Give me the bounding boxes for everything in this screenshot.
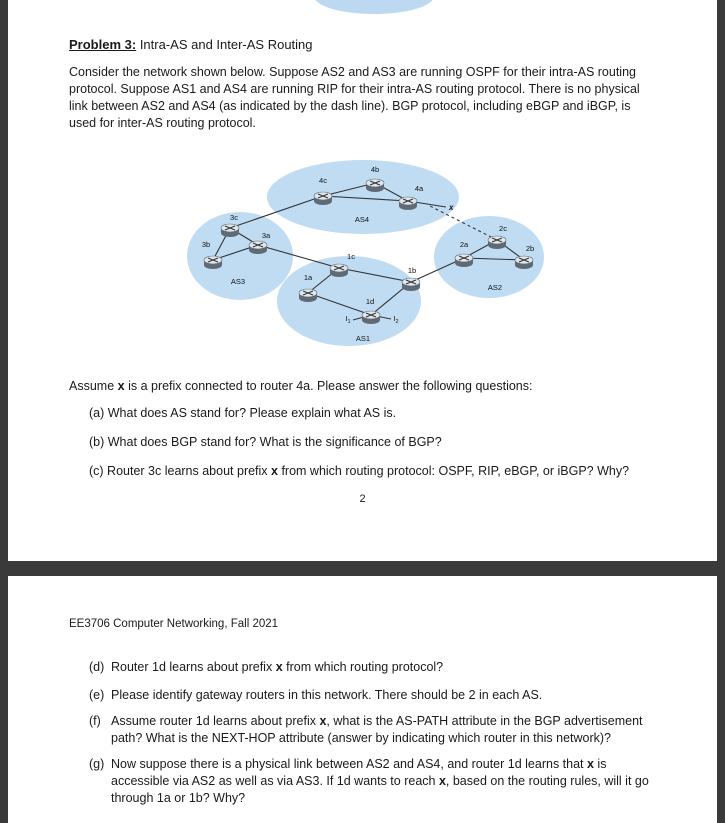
- page1-questions-2-segment: from which routing protocol: OSPF, RIP, eBGP, or iBGP? Why?: [277, 464, 630, 478]
- router-1a-icon: [299, 289, 317, 302]
- router-1b-icon: [402, 278, 420, 291]
- page2-questions-3-lines-0-segment: is: [593, 757, 607, 771]
- question-line: [111, 713, 643, 730]
- router-label-2b: 2b: [525, 244, 535, 253]
- course-footer: EE3706 Computer Networking, Fall 2021: [69, 618, 279, 630]
- router-label-1a: 1a: [303, 273, 313, 282]
- router-label-4a: 4a: [414, 184, 424, 193]
- page1-assume-segment: is a prefix connected to router 4a. Please answer the following questions:: [124, 379, 533, 393]
- network-diagram: [8, 0, 717, 360]
- page2-questions-3-lines-1-segment: accessible via AS2 as well as via AS3. If 1d wants to reach: [111, 774, 439, 788]
- page2-questions-0-lines-0-segment: Router 1d learns about prefix: [111, 660, 276, 674]
- question-line: [111, 756, 606, 773]
- as3-cloud: [187, 212, 293, 300]
- router-1c-icon: [330, 264, 348, 277]
- question-line: [89, 463, 629, 480]
- router-4b-icon: [366, 179, 384, 192]
- router-label-3c: 3c: [230, 213, 238, 222]
- router-label-1d: 1d: [365, 297, 375, 306]
- router-label-3a: 3a: [261, 231, 271, 240]
- router-3b-icon: [204, 256, 222, 269]
- prefix-x-label: x: [449, 203, 454, 212]
- question-label: (g): [89, 757, 105, 771]
- page2-questions-3-lines-0-segment: Now suppose there is a physical link between AS2 and AS4, and router 1d learns that: [111, 757, 587, 771]
- page-number: 2: [359, 493, 366, 505]
- document-page-2: [8, 576, 717, 823]
- router-label-4b: 4b: [370, 165, 380, 174]
- as-label-as4: AS4: [354, 215, 370, 224]
- question-line: [89, 405, 396, 422]
- page2-questions-1-lines-0-segment: Please identify gateway routers in this network. There should be 2 in each AS.: [111, 688, 543, 702]
- page1-questions-0-segment: (a) What does AS stand for? Please explain what AS is.: [89, 406, 397, 420]
- page1-assume-segment: x: [117, 379, 125, 393]
- intro-line: link between AS2 and AS4 (as indicated by the dash line). BGP protocol, including eBGP and iBGP, is: [69, 99, 631, 113]
- as-label-as3: AS3: [230, 277, 246, 286]
- question-label: (e): [89, 688, 105, 702]
- question-line: [111, 773, 649, 790]
- page1-questions-2-segment: (c) Router 3c learns about prefix: [89, 464, 272, 478]
- problem-label: Problem 3:: [69, 37, 137, 52]
- question-line: [89, 434, 442, 451]
- page1-assume-segment: Assume: [69, 379, 118, 393]
- question-line: [111, 659, 443, 676]
- page2-questions-3-lines-1-segment: , based on the routing rules, will it go: [445, 774, 649, 788]
- question-line: [111, 730, 611, 747]
- page2-questions-3-lines-2-segment: through 1a or 1b? Why?: [111, 791, 246, 805]
- question-label: (f): [89, 714, 101, 728]
- page2-questions-2-lines-0-segment: x: [319, 714, 327, 728]
- intro-line: protocol. Suppose AS1 and AS4 are running RIP for their intra-AS routing protocol. There is no physical: [69, 82, 640, 96]
- router-label-2a: 2a: [459, 240, 469, 249]
- router-4a-icon: [399, 197, 417, 210]
- as-label-as2: AS2: [487, 283, 503, 292]
- assumption-text: [69, 378, 532, 395]
- page2-questions-3-lines-1-segment: x: [438, 774, 446, 788]
- page2-questions-0-lines-0-segment: x: [275, 660, 283, 674]
- problem-title: Intra-AS and Inter-AS Routing: [139, 37, 313, 52]
- question-line: [111, 687, 542, 704]
- router-3c-icon: [221, 224, 239, 237]
- page2-questions-3-lines-0-segment: x: [587, 757, 594, 771]
- question-label: (d): [89, 660, 105, 674]
- router-2a-icon: [455, 254, 473, 267]
- page1-questions-1-segment: (b) What does BGP stand for? What is the significance of BGP?: [89, 435, 442, 449]
- page2-questions-2-lines-0-segment: Assume router 1d learns about prefix: [111, 714, 320, 728]
- document-page-1: [8, 0, 717, 561]
- interface-label-I2: $I_2$: [393, 314, 399, 325]
- intro-line: used for inter-AS routing protocol.: [69, 116, 256, 130]
- router-label-1c: 1c: [347, 252, 355, 261]
- router-1d-icon: [362, 311, 380, 324]
- page2-questions-2-lines-1-segment: path? What is the NEXT-HOP attribute (answer by indicating which router in this network)?: [111, 731, 611, 745]
- router-2b-icon: [515, 256, 533, 269]
- router-3a-icon: [249, 241, 267, 254]
- interface-label-I1: $I_1$: [345, 314, 351, 325]
- page2-questions-2-lines-0-segment: , what is the AS-PATH attribute in the BGP advertisement: [326, 714, 643, 728]
- as-label-as1: AS1: [355, 334, 371, 343]
- router-4c-icon: [314, 192, 332, 205]
- intro-line: Consider the network shown below. Suppose AS2 and AS3 are running OSPF for their intra-AS routing: [69, 65, 636, 79]
- router-label-4c: 4c: [319, 176, 327, 185]
- page2-questions-0-lines-0-segment: from which routing protocol?: [282, 660, 444, 674]
- router-label-3b: 3b: [201, 240, 211, 249]
- page1-questions-2-segment: x: [271, 464, 278, 478]
- router-2c-icon: [488, 236, 506, 249]
- router-label-1b: 1b: [407, 266, 417, 275]
- router-label-2c: 2c: [499, 224, 507, 233]
- question-line: [111, 790, 245, 807]
